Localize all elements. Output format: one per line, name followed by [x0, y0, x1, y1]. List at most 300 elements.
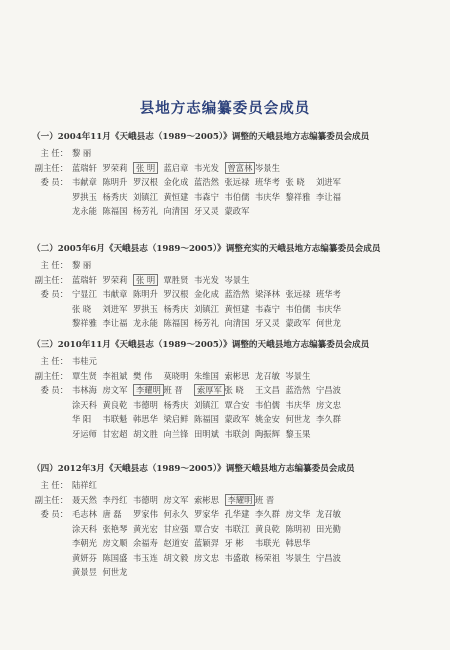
member-name-text: 罗汉根	[133, 177, 158, 187]
member-row	[32, 493, 432, 508]
member-name-text: 罗荣莉	[102, 162, 128, 173]
member-name	[194, 316, 225, 331]
member-name-text: 韦林海	[72, 385, 97, 395]
member-name	[72, 273, 103, 288]
member-name-text: 房文军	[163, 494, 189, 505]
member-name-text: 黄良乾	[255, 523, 280, 534]
member-name-text: 黄良乾	[102, 399, 128, 410]
member-name-text: 索厚军	[194, 384, 225, 396]
member-name-text: 龙永能	[72, 206, 97, 216]
member-names	[72, 175, 428, 190]
member-name-text: 姚金安	[255, 414, 280, 424]
member-name	[286, 398, 317, 413]
member-name	[225, 204, 256, 219]
member-name-text: 韦庆华	[255, 191, 280, 202]
member-name	[194, 161, 225, 176]
role-label: 副主任：	[34, 162, 68, 173]
member-name	[133, 273, 164, 288]
member-name-text: 韦联江	[224, 523, 250, 534]
member-name-text: 罗拱玉	[133, 303, 158, 314]
member-name-text: 赵道安	[163, 538, 189, 548]
member-name	[316, 398, 347, 413]
member-name-text: 龙召敏	[316, 509, 341, 519]
member-name-text: 韦伯儒	[255, 399, 280, 410]
member-name	[133, 175, 164, 190]
member-name-text: 蓝启章	[163, 162, 189, 173]
member-name	[72, 412, 103, 427]
member-name	[316, 507, 347, 522]
member-name	[72, 316, 103, 331]
member-name	[72, 354, 103, 369]
member-name	[133, 398, 164, 413]
member-section	[32, 130, 432, 219]
member-name	[103, 536, 134, 551]
section-heading: （二）2005年6月《天峨县志（1989～2005）》调整充实的天峨县地方志编纂委员会成员	[32, 244, 381, 254]
member-name-text: 房文忠	[194, 552, 219, 563]
member-name-text: 罗荣莉	[102, 274, 128, 285]
member-names	[72, 493, 428, 508]
member-name	[255, 536, 286, 551]
member-name	[72, 161, 103, 176]
member-name	[103, 316, 134, 331]
member-row	[32, 412, 432, 427]
member-name	[255, 412, 286, 427]
member-name-text: 龙永能	[133, 318, 158, 328]
member-name	[255, 287, 286, 302]
member-section	[32, 338, 432, 441]
member-name	[72, 369, 103, 384]
member-name	[194, 175, 225, 190]
member-name	[255, 302, 286, 317]
member-name	[225, 398, 256, 413]
member-name	[194, 551, 225, 566]
member-name	[103, 507, 134, 522]
member-name	[316, 287, 347, 302]
member-name	[164, 175, 195, 190]
member-name-text: 韦森宁	[255, 303, 280, 314]
member-name-text: 杨秀庆	[163, 303, 189, 314]
member-name	[133, 427, 164, 442]
member-name	[194, 536, 225, 551]
member-name-text: 刘镇江	[194, 399, 219, 410]
member-name-text: 李让福	[102, 318, 128, 328]
role-label: 主 任：	[40, 260, 68, 270]
member-name-text: 蓝浩然	[285, 385, 311, 395]
member-name	[164, 369, 195, 384]
member-row	[32, 369, 432, 384]
member-name-text: 陶振辉	[255, 428, 280, 439]
member-name	[255, 507, 286, 522]
member-name	[225, 369, 256, 384]
member-row	[32, 204, 432, 219]
member-row	[32, 258, 432, 273]
member-names	[72, 551, 428, 566]
member-name	[133, 287, 164, 302]
member-name	[164, 522, 195, 537]
member-name-text: 杨秀庆	[163, 399, 189, 410]
member-name	[225, 175, 256, 190]
member-name	[72, 258, 103, 273]
member-name	[194, 427, 225, 442]
member-name	[133, 412, 164, 427]
member-name-text: 黄恒建	[224, 303, 250, 314]
member-name	[255, 369, 286, 384]
page-title: 县地方志编纂委员会成员	[139, 100, 311, 117]
member-name	[103, 175, 134, 190]
member-name-text: 刘镇江	[133, 191, 158, 202]
member-name	[316, 522, 347, 537]
member-row	[32, 565, 432, 580]
member-name-text: 杨芳礼	[133, 206, 158, 216]
member-name-text: 韦伯儒	[224, 191, 250, 202]
member-name	[255, 398, 286, 413]
member-names	[72, 369, 428, 384]
member-name	[255, 175, 286, 190]
member-name	[133, 551, 164, 566]
member-name	[133, 204, 164, 219]
member-row	[32, 316, 432, 331]
member-name	[72, 398, 103, 413]
member-name-text: 孔华建	[224, 509, 250, 519]
member-name	[255, 493, 286, 508]
member-name-text: 刘镇江	[194, 303, 219, 314]
member-name	[225, 287, 256, 302]
member-row	[32, 478, 432, 493]
member-name-text: 韦盛敢	[224, 552, 250, 563]
member-name-text: 涂天科	[72, 523, 97, 534]
member-name	[164, 287, 195, 302]
member-name-text: 梁泽林	[255, 289, 280, 299]
role-label: 主 任：	[40, 356, 68, 366]
member-name-text: 陆祥红	[72, 480, 97, 490]
member-names	[72, 507, 428, 522]
member-name-text: 何世龙	[316, 318, 341, 328]
member-names	[72, 302, 428, 317]
member-name-text: 樊 伟	[133, 370, 153, 381]
member-name	[286, 551, 317, 566]
member-name	[255, 383, 286, 398]
member-name-text: 张 晓	[224, 385, 244, 395]
member-name-text: 韩思华	[133, 414, 158, 424]
member-name-text: 覃合安	[224, 399, 250, 410]
member-names	[72, 398, 428, 413]
member-name	[255, 522, 286, 537]
member-name-text: 蓝瑞轩	[72, 162, 97, 173]
member-name	[164, 412, 195, 427]
member-name	[103, 287, 134, 302]
member-name	[286, 190, 317, 205]
member-name	[225, 190, 256, 205]
member-name-text: 罗汉根	[163, 289, 189, 299]
member-name-text: 毛志林	[72, 509, 97, 519]
member-name-text: 陈明升	[133, 289, 158, 299]
member-name	[103, 412, 134, 427]
member-names	[72, 316, 428, 331]
member-name-text: 房文华	[285, 509, 311, 519]
member-name	[133, 522, 164, 537]
member-row	[32, 427, 432, 442]
member-name	[103, 273, 134, 288]
member-name-text: 黄恒建	[163, 191, 189, 202]
member-name	[103, 204, 134, 219]
member-names	[72, 258, 428, 273]
member-name-text: 陈国盛	[102, 552, 128, 563]
member-name	[194, 493, 225, 508]
member-name-text: 房文顺	[102, 538, 128, 548]
member-name	[72, 383, 103, 398]
member-name-text: 李让福	[316, 191, 341, 202]
member-names	[72, 412, 428, 427]
member-name-text: 李朝光	[72, 538, 97, 548]
member-name	[286, 522, 317, 537]
member-names	[72, 273, 428, 288]
member-name	[316, 316, 347, 331]
member-name-text: 何世龙	[285, 414, 311, 424]
member-name	[286, 316, 317, 331]
member-name-text: 杨秀庆	[102, 191, 128, 202]
member-name	[194, 204, 225, 219]
member-name-text: 韦联剑	[224, 428, 250, 439]
member-name	[72, 204, 103, 219]
member-name	[164, 536, 195, 551]
member-name-text: 蒙政军	[224, 414, 250, 424]
member-name-text: 黎 丽	[72, 148, 92, 158]
member-name	[72, 522, 103, 537]
member-name	[164, 551, 195, 566]
member-name	[316, 383, 347, 398]
member-name	[103, 427, 134, 442]
member-name	[286, 383, 317, 398]
member-name	[194, 412, 225, 427]
member-name-text: 李耀明	[225, 494, 256, 506]
member-name	[103, 565, 134, 580]
member-name-text: 胡文毅	[163, 552, 189, 563]
member-name	[133, 316, 164, 331]
member-name	[194, 398, 225, 413]
member-name	[72, 427, 103, 442]
role-label: 委 员：	[40, 289, 68, 299]
member-name	[194, 273, 225, 288]
member-names	[72, 427, 428, 442]
member-row	[32, 522, 432, 537]
member-name	[286, 412, 317, 427]
member-row	[32, 161, 432, 176]
member-name-text: 甘宏超	[102, 428, 128, 439]
member-name-text: 韦光发	[194, 162, 219, 173]
member-name-text: 向清国	[163, 206, 189, 216]
member-names	[72, 383, 428, 398]
member-row	[32, 536, 432, 551]
member-name	[103, 493, 134, 508]
member-name	[225, 536, 256, 551]
member-name-text: 陈明升	[102, 177, 128, 187]
member-name	[225, 507, 256, 522]
member-name-text: 蓝颖羿	[194, 538, 219, 548]
member-name	[72, 190, 103, 205]
member-name	[103, 522, 134, 537]
member-name-text: 房文军	[102, 385, 128, 395]
member-name-text: 张 晓	[72, 303, 92, 314]
member-name-text: 覃生贤	[72, 370, 97, 381]
member-name-text: 聂天然	[72, 494, 97, 505]
member-name-text: 华 阳	[72, 414, 92, 424]
member-name	[133, 190, 164, 205]
member-name-text: 刘进军	[102, 303, 128, 314]
member-name	[225, 161, 256, 176]
member-name-text: 张 晓	[285, 177, 305, 187]
member-name	[286, 427, 317, 442]
member-name	[164, 383, 195, 398]
member-name	[72, 565, 103, 580]
member-name-text: 张 明	[133, 162, 158, 174]
member-name-text: 牙又灵	[255, 318, 280, 328]
member-name	[164, 161, 195, 176]
member-name-text: 向清国	[224, 318, 250, 328]
member-name-text: 涂天科	[72, 399, 97, 410]
member-name	[164, 204, 195, 219]
member-name-text: 李祖斌	[102, 370, 128, 381]
member-name-text: 田明斌	[194, 428, 219, 439]
member-name	[164, 302, 195, 317]
member-name-text: 韦光发	[194, 274, 219, 285]
member-name	[225, 551, 256, 566]
member-name-text: 张 明	[133, 274, 158, 286]
member-name-text: 梁启鲜	[163, 414, 189, 424]
member-name-text: 罗家华	[194, 509, 219, 519]
member-name-text: 班 晋	[255, 494, 275, 505]
member-name	[72, 493, 103, 508]
member-name-text: 岑景生	[224, 274, 250, 285]
member-name	[133, 493, 164, 508]
member-name	[164, 493, 195, 508]
member-name-text: 蒙政军	[285, 318, 311, 328]
member-name-text: 黎 丽	[72, 260, 92, 270]
member-name-text: 田光勤	[316, 523, 341, 534]
member-name-text: 金化成	[194, 289, 219, 299]
member-name-text: 宁昌波	[316, 385, 341, 395]
member-name	[72, 551, 103, 566]
member-name	[286, 536, 317, 551]
member-name	[255, 427, 286, 442]
member-name	[164, 507, 195, 522]
member-name	[225, 522, 256, 537]
member-name	[72, 302, 103, 317]
member-name-text: 陈明初	[285, 523, 311, 534]
member-section	[32, 462, 432, 580]
member-name	[103, 161, 134, 176]
member-section	[32, 242, 432, 331]
member-names	[72, 354, 428, 369]
member-name-text: 班 晋	[163, 385, 183, 395]
role-label: 副主任：	[34, 494, 68, 505]
member-name	[225, 316, 256, 331]
member-name	[133, 369, 164, 384]
member-name-text: 金化成	[163, 177, 189, 187]
member-name-text: 牙运师	[72, 428, 97, 439]
member-name-text: 陈福国	[102, 206, 128, 216]
member-name-text: 黎祥雅	[72, 318, 97, 328]
member-name	[194, 287, 225, 302]
member-name	[316, 412, 347, 427]
member-name	[225, 412, 256, 427]
member-name-text: 朱维国	[194, 370, 219, 381]
member-name-text: 黄光宏	[133, 523, 158, 534]
member-name	[286, 302, 317, 317]
member-name	[225, 383, 256, 398]
member-name	[72, 175, 103, 190]
role-label: 主 任：	[40, 480, 68, 490]
member-name-text: 班华考	[316, 289, 341, 299]
member-names	[72, 287, 428, 302]
member-name	[133, 507, 164, 522]
member-name-text: 张远禄	[285, 289, 311, 299]
role-label: 委 员：	[40, 509, 68, 519]
member-name-text: 黎玉果	[285, 428, 311, 439]
member-name	[133, 161, 164, 176]
member-name-text: 陈福国	[163, 318, 189, 328]
member-name-text: 牙 彬	[224, 538, 244, 548]
member-name-text: 杨荣祖	[255, 552, 280, 563]
member-name	[194, 369, 225, 384]
member-name-text: 韦德明	[133, 494, 158, 505]
member-name-text: 韦桂元	[72, 356, 97, 366]
member-name-text: 余福寿	[133, 538, 158, 548]
member-name-text: 黄景昱	[72, 567, 97, 577]
member-name-text: 胡文胜	[133, 428, 158, 439]
member-name-text: 何世龙	[102, 567, 128, 577]
member-name	[164, 190, 195, 205]
section-heading: （四）2012年3月《天峨县志（1989～2005）》调整天峨县地方志编纂委员会成员	[32, 464, 355, 474]
role-label: 副主任：	[34, 274, 68, 285]
member-row	[32, 551, 432, 566]
member-name	[103, 369, 134, 384]
member-names	[72, 565, 428, 580]
member-name	[194, 522, 225, 537]
member-name-text: 罗家伟	[133, 509, 158, 519]
member-name-text: 岑景生	[285, 370, 311, 381]
member-name-text: 韦玉连	[133, 552, 158, 563]
member-name-text: 韦德明	[133, 399, 158, 410]
member-name-text: 唐 磊	[102, 509, 122, 519]
member-name	[316, 551, 347, 566]
member-names	[72, 161, 428, 176]
member-name-text: 蓝浩然	[224, 289, 250, 299]
member-name-text: 韦庆华	[285, 399, 311, 410]
member-names	[72, 478, 428, 493]
member-name	[255, 551, 286, 566]
member-name	[286, 287, 317, 302]
member-name-text: 何永久	[163, 509, 189, 519]
member-name-text: 索彬思	[224, 370, 250, 381]
member-name-text: 韦森宁	[194, 191, 219, 202]
member-name	[194, 190, 225, 205]
member-name	[316, 175, 347, 190]
member-name	[225, 427, 256, 442]
member-name-text: 曾富林	[225, 162, 256, 174]
member-name	[103, 551, 134, 566]
member-names	[72, 190, 428, 205]
member-names	[72, 536, 428, 551]
member-name-text: 班华考	[255, 177, 280, 187]
member-row	[32, 383, 432, 398]
member-row	[32, 146, 432, 161]
member-names	[72, 522, 428, 537]
member-name-text: 张艳琴	[102, 523, 128, 534]
member-name-text: 龙召敏	[255, 370, 280, 381]
member-name-text: 宁显江	[72, 289, 97, 299]
member-name	[72, 146, 103, 161]
member-name-text: 宁昌波	[316, 552, 341, 563]
